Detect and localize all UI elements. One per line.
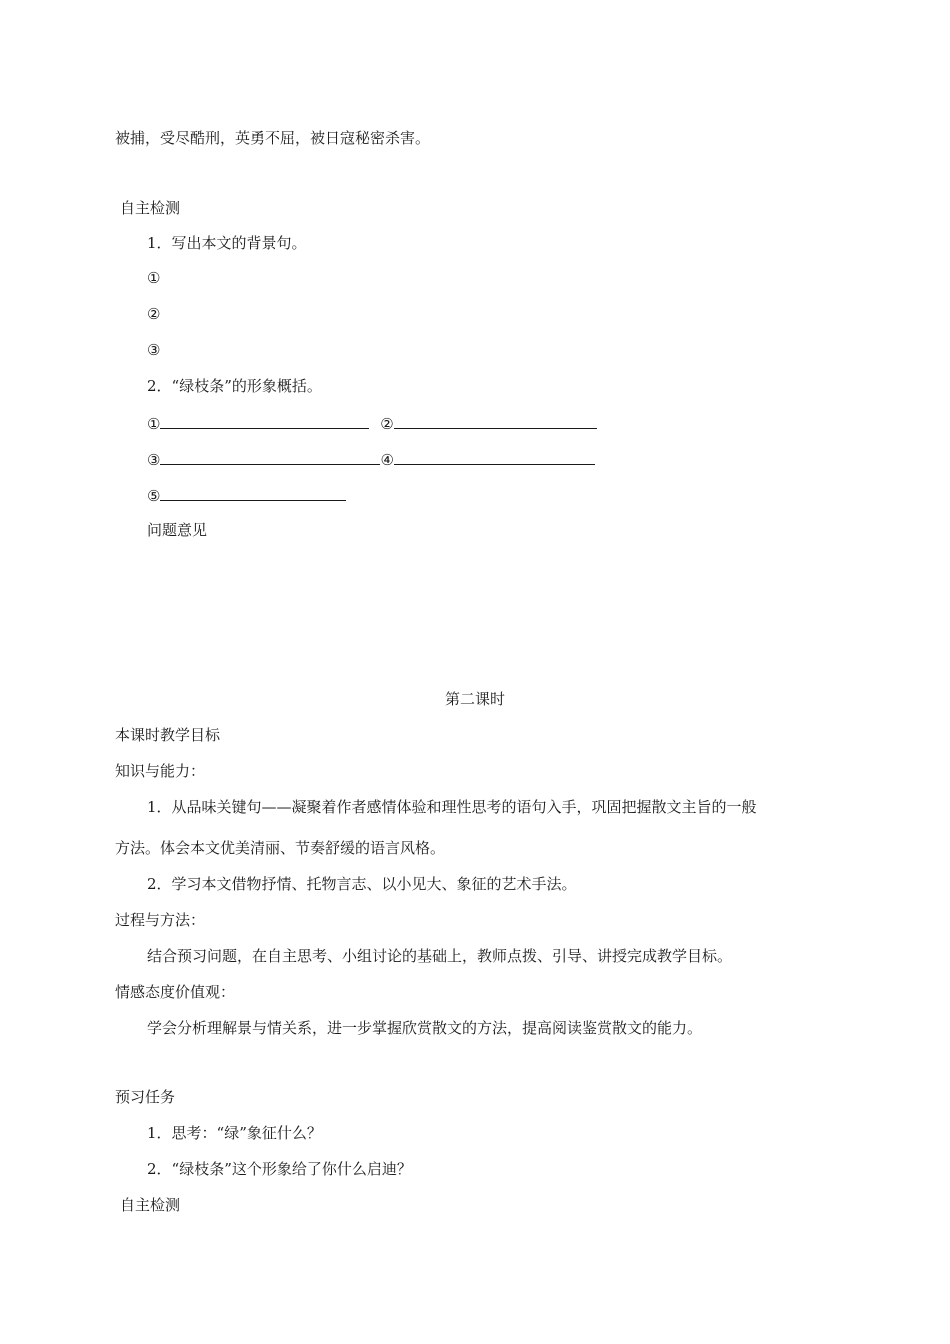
blank-label-4: ④ (380, 451, 394, 469)
issues-label: 问题意见 (147, 521, 208, 539)
blank-label-5: ⑤ (147, 487, 161, 505)
blank-label-2: ② (380, 415, 394, 433)
answer-marker-2: ② (147, 305, 161, 323)
continued-text-line: 被捕，受尽酷刑，英勇不屈，被日寇秘密杀害。 (115, 129, 431, 147)
answer-blank-5[interactable] (160, 484, 346, 501)
answer-blank-3[interactable] (160, 448, 380, 465)
knowledge-heading: 知识与能力： (115, 762, 206, 780)
answer-blank-1[interactable] (160, 412, 369, 429)
preview-heading: 预习任务 (115, 1088, 176, 1106)
process-heading: 过程与方法： (115, 911, 206, 929)
objective-2: 2．学习本文借物抒情、托物言志、以小见大、象征的艺术手法。 (147, 875, 577, 893)
answer-marker-3: ③ (147, 341, 161, 359)
blank-row-2 (147, 448, 595, 470)
preview-task-2: 2．“绿枝条”这个形象给了你什么启迪？ (147, 1160, 412, 1178)
blank-label-1: ① (147, 415, 161, 433)
emotion-heading: 情感态度价值观： (115, 983, 236, 1001)
blank-row-3 (147, 484, 346, 506)
section-title: 第二课时 (444, 690, 505, 708)
objective-1-line-2: 方法。体会本文优美清丽、节奏舒缓的语言风格。 (115, 839, 446, 857)
answer-blank-2[interactable] (394, 412, 597, 429)
self-check-heading-2: 自主检测 (120, 1196, 181, 1214)
answer-blank-4[interactable] (394, 448, 595, 465)
objective-1-line-1: 1．从品味关键句——凝聚着作者感情体验和理性思考的语句入手，巩固把握散文主旨的一般 (147, 798, 757, 816)
answer-marker-1: ① (147, 269, 161, 287)
blank-label-3: ③ (147, 451, 161, 469)
preview-task-1: 1．思考：“绿”象征什么？ (147, 1124, 322, 1142)
question-1: 1．写出本文的背景句。 (147, 234, 307, 252)
objectives-heading: 本课时教学目标 (115, 726, 221, 744)
process-text: 结合预习问题，在自主思考、小组讨论的基础上，教师点拨、引导、讲授完成教学目标。 (147, 947, 733, 965)
emotion-text: 学会分析理解景与情关系，进一步掌握欣赏散文的方法，提高阅读鉴赏散文的能力。 (147, 1019, 703, 1037)
question-2: 2．“绿枝条”的形象概括。 (147, 377, 322, 395)
blank-row-1 (147, 412, 597, 434)
self-check-heading: 自主检测 (120, 199, 181, 217)
